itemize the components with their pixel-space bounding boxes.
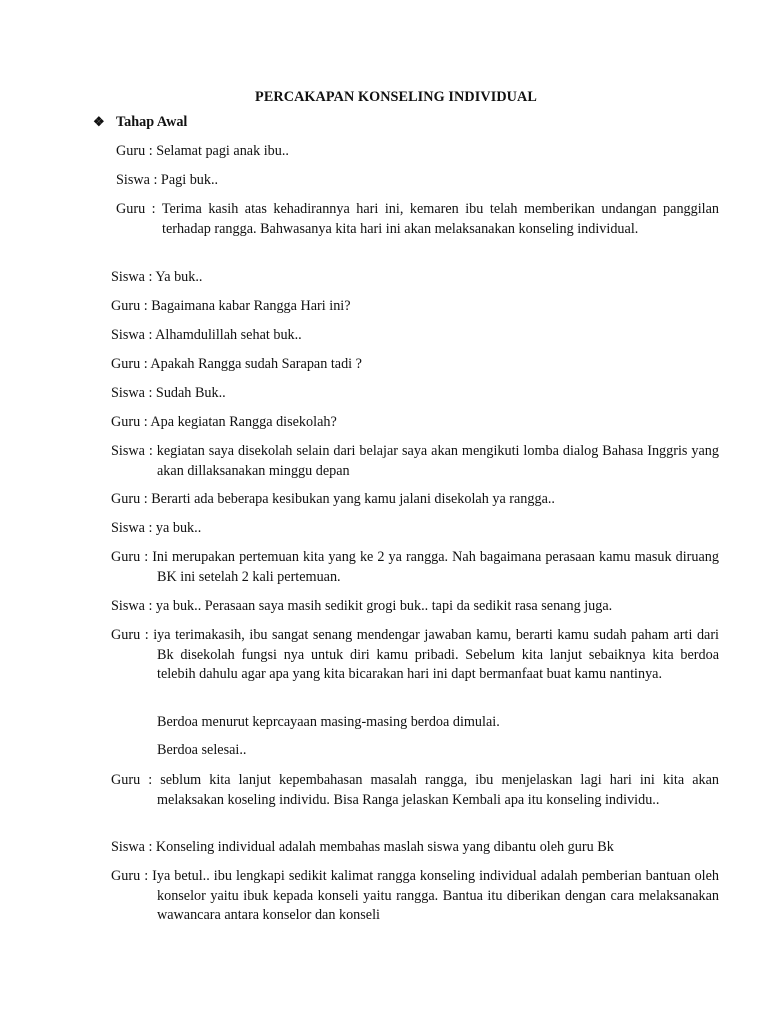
section-heading <box>93 114 187 131</box>
dialogue-line: Guru : Ini merupakan pertemuan kita yang ke 2 ya rangga. Nah bagaimana perasaan kamu masuk diruang BK ini setelah 2 kali pertemuan. <box>111 549 719 585</box>
dialogue-line: Siswa : ya buk.. <box>111 520 202 536</box>
dialogue-line: Siswa : kegiatan saya disekolah selain dari belajar saya akan mengikuti lomba dialog Bahasa Inggris yang akan dillaksanakan minggu depan <box>111 443 719 479</box>
dialogue-line: Guru : Berarti ada beberapa kesibukan yang kamu jalani disekolah ya rangga.. <box>111 491 555 507</box>
dialogue-line: Guru : Iya betul.. ibu lengkapi sedikit kalimat rangga konseling individual adalah pemberian bantuan oleh konselor yaitu ibuk kepada konseli yaitu rangga. Bantua itu diberikan dengan cara melaksanakan wawancara antara konselor dan konseli <box>111 868 719 923</box>
narration-line: Berdoa selesai.. <box>157 742 247 758</box>
dialogue-line: Guru : Apa kegiatan Rangga disekolah? <box>111 414 337 430</box>
dialogue-line: Guru : Selamat pagi anak ibu.. <box>116 143 289 159</box>
dialogue-line: Siswa : Sudah Buk.. <box>111 385 226 401</box>
dialogue-line: Siswa : Pagi buk.. <box>116 172 219 188</box>
dialogue-line: Siswa : Konseling individual adalah membahas maslah siswa yang dibantu oleh guru Bk <box>111 839 614 855</box>
dialogue-line: Guru : Apakah Rangga sudah Sarapan tadi ? <box>111 356 362 372</box>
dialogue-line: Siswa : ya buk.. Perasaan saya masih sedikit grogi buk.. tapi da sedikit rasa senang juga. <box>111 598 613 614</box>
dialogue-line: Siswa : Alhamdulillah sehat buk.. <box>111 327 302 343</box>
dialogue-line: Guru : Bagaimana kabar Rangga Hari ini? <box>111 298 351 314</box>
dialogue-line: Guru : seblum kita lanjut kepembahasan masalah rangga, ibu menjelaskan lagi hari ini kita akan melaksakan koseling individu. Bisa Ranga jelaskan Kembali apa itu konseling individu.. <box>111 772 719 808</box>
dialogue-line: Siswa : Ya buk.. <box>111 269 203 285</box>
section-heading-text: Tahap Awal <box>116 114 188 130</box>
diamond-bullet-icon: ❖ <box>93 114 105 129</box>
dialogue-line: Guru : Terima kasih atas kehadirannya hari ini, kemaren ibu telah memberikan undangan panggilan terhadap rangga. Bahwasanya kita hari ini akan melaksanakan konseling individual. <box>116 201 719 237</box>
document-title: PERCAKAPAN KONSELING INDIVIDUAL <box>255 89 537 105</box>
narration-line: Berdoa menurut keprcayaan masing-masing berdoa dimulai. <box>157 714 500 730</box>
dialogue-line: Guru : iya terimakasih, ibu sangat senang mendengar jawaban kamu, berarti kamu sudah paham arti dari Bk disekolah fungsi nya untuk diri kamu pribadi. Sebelum kita lanjut sebaiknya kita berdoa telebih dahulu agar apa yang kita bicarakan hari ini dapt bermanfaat buat kamu nantinya. <box>111 627 719 682</box>
